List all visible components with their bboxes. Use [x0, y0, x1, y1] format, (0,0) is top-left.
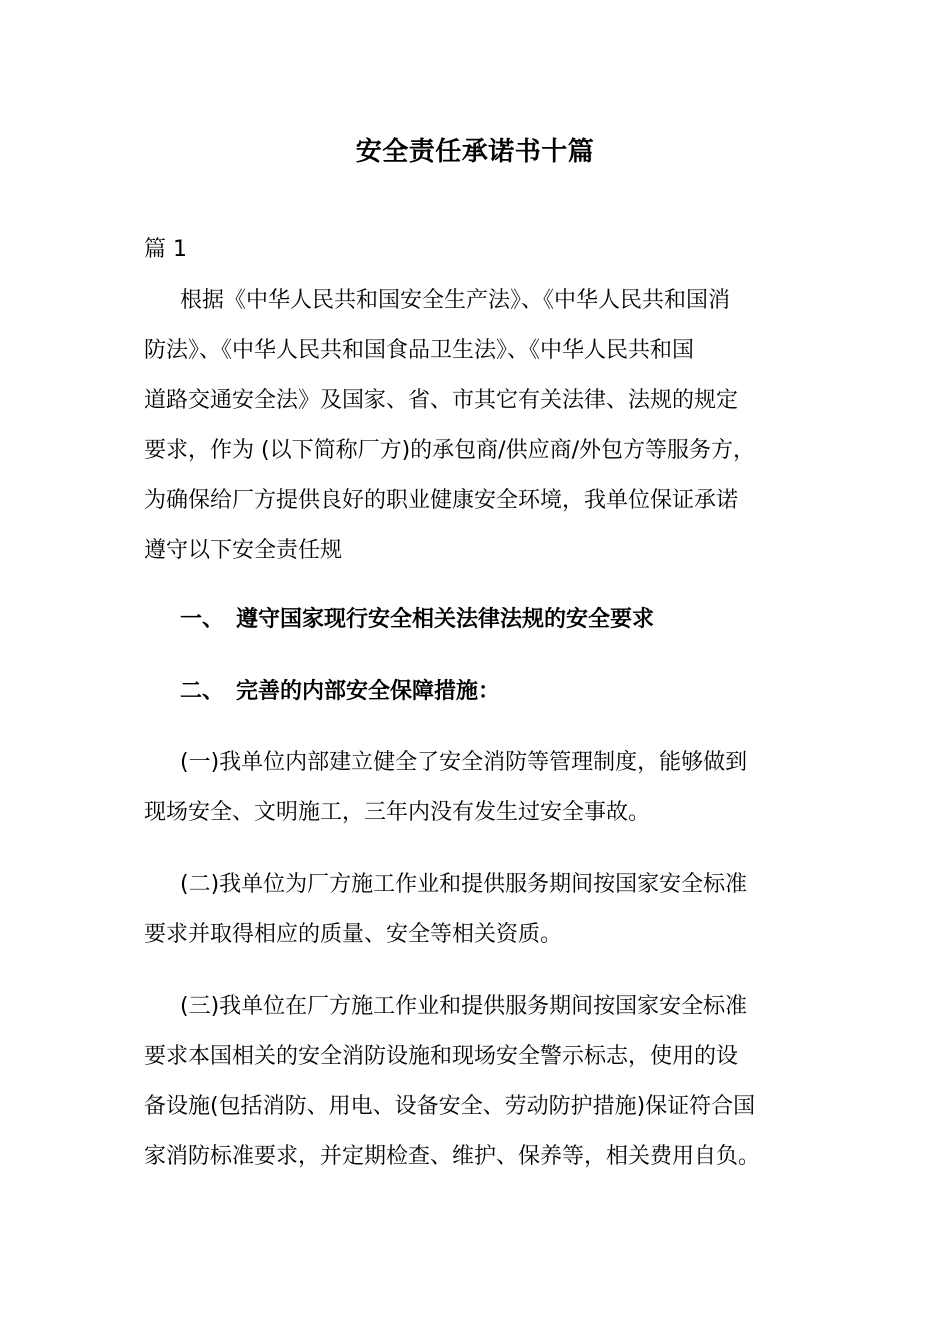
section-label: 篇 1 — [144, 237, 187, 262]
document-title: 安全责任承诺书十篇 — [355, 137, 595, 167]
paragraph-line: 根据《中华人民共和国安全生产法》、《中华人民共和国消 — [180, 288, 731, 313]
heading-text: 遵守国家现行安全相关法律法规的安全要求 — [236, 607, 655, 632]
item-three-paragraph — [144, 982, 812, 1182]
paragraph-line: (二)我单位为厂方施工作业和提供服务期间按国家安全标准 — [180, 872, 748, 897]
paragraph-line: 遵守以下安全责任规 — [144, 538, 343, 563]
heading-text: 完善的内部安全保障措施： — [236, 679, 501, 704]
heading-number: 二、 — [180, 679, 225, 704]
paragraph-line: 备设施(包括消防、用电、设备安全、劳动防护措施)保证符合国 — [144, 1094, 756, 1119]
paragraph-line: (一)我单位内部建立健全了安全消防等管理制度，能够做到 — [180, 750, 748, 775]
heading-one — [180, 600, 654, 640]
item-two-paragraph — [144, 860, 812, 960]
paragraph-line: 为确保给厂方提供良好的职业健康安全环境，我单位保证承诺 — [144, 488, 739, 513]
heading-number: 一、 — [180, 607, 225, 632]
paragraph-line: 道路交通安全法》及国家、省、市其它有关法律、法规的规定 — [144, 388, 739, 413]
paragraph-line: 防法》、《中华人民共和国食品卫生法》、《中华人民共和国 — [144, 338, 695, 363]
paragraph-line: 家消防标准要求，并定期检查、维护、保养等，相关费用自负。 — [144, 1144, 761, 1169]
item-one-paragraph — [144, 738, 812, 838]
paragraph-line: 现场安全、文明施工，三年内没有发生过安全事故。 — [144, 800, 651, 825]
paragraph-line: (三)我单位在厂方施工作业和提供服务期间按国家安全标准 — [180, 994, 748, 1019]
intro-paragraph — [144, 276, 812, 576]
paragraph-line: 要求本国相关的安全消防设施和现场安全警示标志，使用的设 — [144, 1044, 739, 1069]
paragraph-line: 要求并取得相应的质量、安全等相关资质。 — [144, 922, 563, 947]
paragraph-line: 要求，作为 (以下简称厂方)的承包商/供应商/外包方等服务方， — [144, 438, 755, 463]
heading-two — [180, 672, 500, 712]
